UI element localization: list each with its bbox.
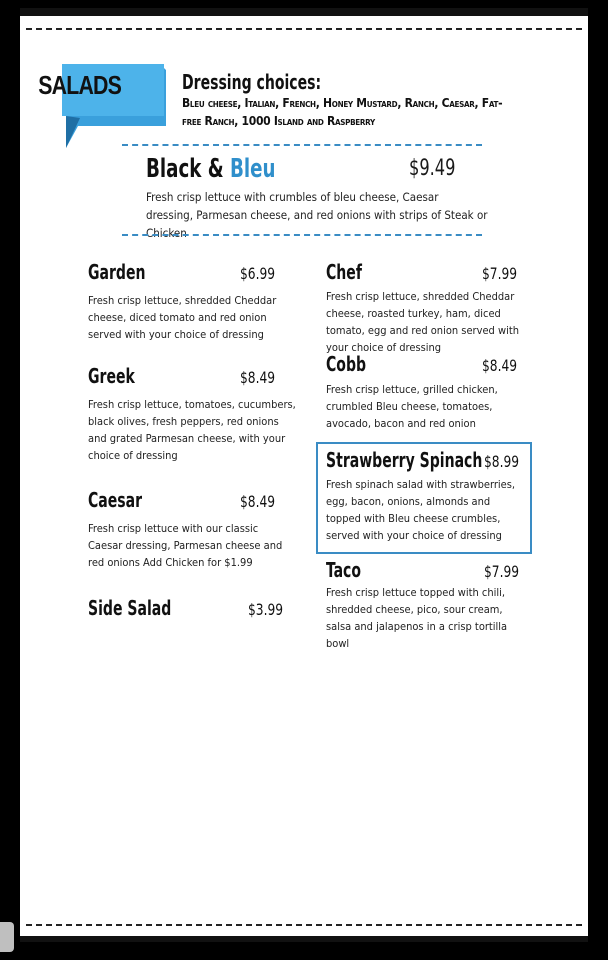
item-price-side-salad: $3.99 — [248, 600, 284, 619]
menu-page — [20, 8, 588, 936]
item-name-cobb: Cobb — [326, 352, 367, 376]
featured-description: Fresh crisp lettuce with crumbles of bleu cheese, Caesar dressing, Parmesan cheese, and red onions with strips of Steak or Chicken — [146, 190, 488, 240]
item-price-chef: $7.99 — [482, 264, 518, 283]
item-price-garden: $6.99 — [240, 264, 276, 283]
item-description-strawberry-spinach: Fresh spinach salad with strawberries, egg, bacon, onions, almonds and topped with Bleu cheese crumbles, served with your choice of dressing — [326, 478, 516, 542]
item-price-taco: $7.99 — [484, 562, 520, 581]
top-dashed-line — [26, 28, 582, 30]
item-description-taco: Fresh crisp lettuce topped with chili, shredded cheese, pico, sour cream, salsa and jalapenos in a crisp tortilla bowl — [326, 586, 508, 650]
item-price-greek: $8.49 — [240, 368, 276, 387]
item-name-taco: Taco — [326, 558, 362, 582]
item-description-garden: Fresh crisp lettuce, shredded Cheddar cheese, diced tomato and red onion served with your choice of dressing — [88, 294, 277, 341]
item-description-cobb: Fresh crisp lettuce, grilled chicken, crumbled Bleu cheese, tomatoes, avocado, bacon and red onion — [326, 383, 498, 430]
item-price-cobb: $8.49 — [482, 356, 518, 375]
section-title: SALADS — [38, 70, 122, 100]
top-border — [20, 8, 588, 16]
item-description-chef: Fresh crisp lettuce, shredded Cheddar cheese, roasted turkey, ham, diced tomato, egg and red onion served with your choice of dressing — [326, 290, 519, 354]
item-name-strawberry-spinach: Strawberry Spinach — [326, 448, 483, 472]
item-name-garden: Garden — [88, 260, 146, 284]
bottom-border — [20, 936, 588, 942]
scrollbar[interactable] — [0, 922, 14, 952]
featured-name-part2: Bleu — [230, 154, 276, 184]
bottom-dashed-line — [26, 924, 582, 926]
item-name-chef: Chef — [326, 260, 362, 284]
item-name-greek: Greek — [88, 364, 135, 388]
featured-name-part1: Black & — [146, 154, 224, 184]
featured-bottom-dashed-line — [122, 234, 482, 236]
dressing-list: Bleu cheese, Italian, French, Honey Mustard, Ranch, Caesar, Fat-free Ranch, 1000 Island and Raspberry — [182, 96, 503, 128]
item-description-greek: Fresh crisp lettuce, tomatoes, cucumbers, black olives, fresh peppers, red onions and grated Parmesan cheese, with your choice of dressing — [88, 398, 296, 462]
item-description-caesar: Fresh crisp lettuce with our classic Caesar dressing, Parmesan cheese and red onions Add Chicken for $1.99 — [88, 522, 283, 569]
item-price-caesar: $8.49 — [240, 492, 276, 511]
item-name-caesar: Caesar — [88, 488, 143, 512]
item-name-side-salad: Side Salad — [88, 596, 172, 620]
featured-name — [146, 154, 276, 184]
featured-price: $9.49 — [409, 156, 456, 181]
dressing-title: Dressing choices: — [182, 70, 322, 94]
featured-top-dashed-line — [122, 144, 482, 146]
item-price-strawberry-spinach: $8.99 — [484, 452, 520, 471]
